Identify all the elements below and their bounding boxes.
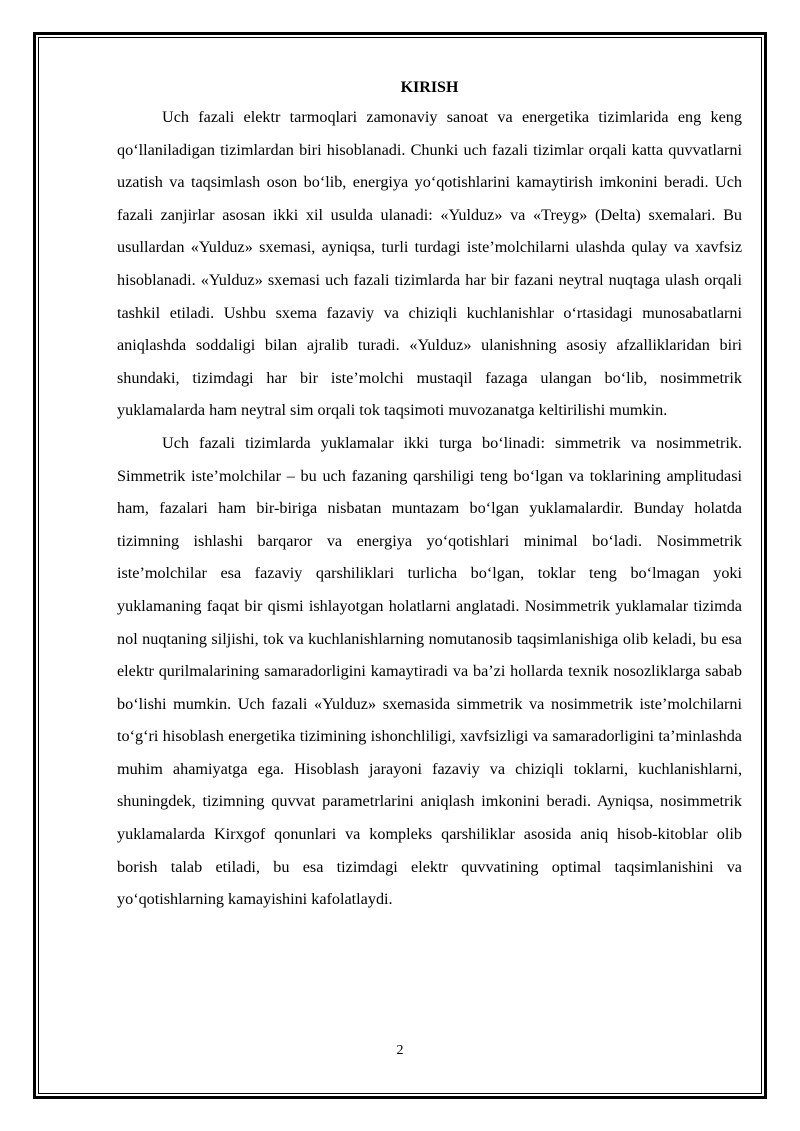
paragraph-2: Uch fazali tizimlarda yuklamalar ikki turga bo‘linadi: simmetrik va nosimmetrik. Simmetrik iste’molchilar – bu uch fazaning qarshiligi teng bo‘lgan va toklarining amplitudasi ham, fazalari ham bir-biriga nisbatan muntazam bo‘lgan yuklamalardir. Bunday holatda tizimning ishlashi barqaror va energiya yo‘qotishlari minimal bo‘ladi. Nosimmetrik iste’molchilar esa fazaviy qarshiliklari turlicha bo‘lgan, toklar teng bo‘lmagan yoki yuklamaning faqat bir qismi ishlayotgan holatlarni anglatadi. Nosimmetrik yuklamalar tizimda nol nuqtaning siljishi, tok va kuchlanishlarning nomutanosib taqsimlanishiga olib keladi, bu esa elektr qurilmalarining samaradorligini kamaytiradi va ba’zi hollarda texnik nosozliklarga sabab bo‘lishi mumkin. Uch fazali «Yulduz» sxemasida simmetrik va nosimmetrik iste’molchilarni to‘g‘ri hisoblash energetika tizimining ishonchliligi, xavfsizligi va samaradorligini ta’minlashda muhim ahamiyatga ega. Hisoblash jarayoni fazaviy va chiziqli toklarni, kuchlanishlarni, shuningdek, tizimning quvvat parametrlarini aniqlash imkonini beradi. Ayniqsa, nosimmetrik yuklamalarda Kirxgof qonunlari va kompleks qarshiliklar asosida aniq hisob-kitoblar olib borish talab etiladi, bu esa tizimdagi elektr quvvatining optimal taqsimlanishini va yo‘qotishlarning kamayishini kafolatlaydi. (117, 433, 742, 909)
page-content (117, 74, 742, 916)
paragraph-1: Uch fazali elektr tarmoqlari zamonaviy sanoat va energetika tizimlarida eng keng qo‘llaniladigan tizimlardan biri hisoblanadi. Chunki uch fazali tizimlar orqali katta quvvatlarni uzatish va taqsimlash oson bo‘lib, energiya yo‘qotishlarini kamaytirish imkonini beradi. Uch fazali zanjirlar asosan ikki xil usulda ulanadi: «Yulduz» va «Treyg» (Delta) sxemalari. Bu usullardan «Yulduz» sxemasi, ayniqsa, turli turdagi iste’molchilarni ulashda qulay va xavfsiz hisoblanadi. «Yulduz» sxemasi uch fazali tizimlarda har bir fazani neytral nuqtaga ulash orqali tashkil etiladi. Ushbu sxema fazaviy va chiziqli kuchlanishlar o‘rtasidagi munosabatlarni aniqlashda soddaligi bilan ajralib turadi. «Yulduz» ulanishning asosiy afzalliklaridan biri shundaki, tizimdagi har bir iste’molchi mustaqil fazaga ulangan bo‘lib, nosimmetrik yuklamalarda ham neytral sim orqali tok taqsimoti muvozanatga keltirilishi mumkin. (117, 108, 742, 420)
section-title: KIRISH (400, 79, 459, 96)
page-number: 2 (396, 1043, 404, 1058)
